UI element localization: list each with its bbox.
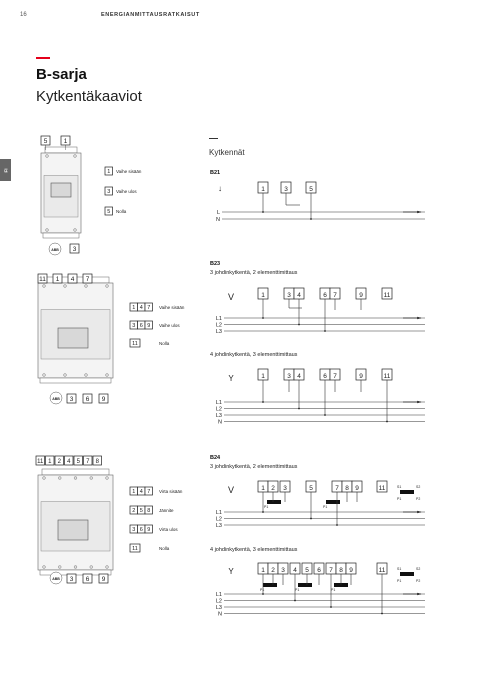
b24-b-ct-p2: P2	[416, 579, 421, 583]
b24-b-line-label-0: L1	[215, 592, 222, 598]
b24-b-term-5-text: 6	[317, 566, 321, 574]
b23-bottom-term-2-text: 9	[101, 395, 106, 403]
page-title: B-sarja	[36, 66, 87, 83]
b24-a-delta-icon: V	[227, 485, 235, 495]
b23-b-star-icon: Y	[228, 374, 234, 383]
b23-wiring-a-title: 3 johdinkytkentä, 2 elementtimittaus	[210, 270, 298, 276]
abb-logo-text: ABB	[51, 248, 59, 252]
page-subtitle: Kytkentäkaaviot	[36, 88, 142, 105]
b24-legend-term-1-2-text: 8	[147, 507, 151, 514]
junction-dot	[298, 324, 300, 326]
b24-a-ct-s2: S2	[416, 485, 421, 489]
b24-a-2-ct-p1: P1	[323, 505, 328, 509]
b24-a-2-ct-icon	[326, 500, 340, 504]
screw-icon	[43, 477, 46, 480]
b23-b-term-1-text: 3	[287, 372, 291, 380]
b24-legend-text-3: Nolla	[159, 546, 170, 551]
abb-logo-text: ABB	[52, 577, 60, 581]
junction-dot	[310, 218, 312, 220]
b24-top-term-0-text: 11	[37, 458, 44, 465]
b23-b-line-label-0: L1	[215, 400, 222, 406]
b24-bottom-term-2-text: 9	[101, 575, 106, 583]
b24-legend-term-3-0-text: 11	[132, 545, 138, 552]
b21-device	[41, 147, 81, 238]
b24-a-term-2-text: 3	[283, 484, 287, 492]
b23-legend-text-1: Vaihe ulos	[159, 323, 180, 328]
screw-icon	[43, 374, 46, 377]
screw-icon	[85, 374, 88, 377]
b23-b-line-label-3: N	[218, 419, 222, 426]
b23-wiring-b-title: 4 johdinkytkentä, 3 elementtimittaus	[210, 352, 298, 358]
b21-direction-icon: ↓	[218, 184, 222, 193]
b24-a-ct-s1: S1	[397, 485, 402, 489]
screw-icon	[85, 285, 88, 288]
b24-legend-term-0-0-text: 1	[132, 488, 136, 495]
b24-top-term-4-text: 5	[76, 458, 80, 465]
b23-a-line-label-2: L3	[215, 329, 222, 335]
b24-b-term-7-text: 8	[339, 566, 343, 574]
b21-legend-text-0: Vaihe sisään	[116, 169, 142, 174]
b24-legend-text-2: Virta ulos	[159, 527, 178, 532]
screw-icon	[106, 285, 109, 288]
b21-legend-text-1: Vaihe ulos	[116, 189, 137, 194]
b24-a-term-0-text: 1	[261, 484, 265, 492]
b24-b-3-ct-p1: P1	[331, 588, 336, 592]
screw-icon	[74, 566, 77, 569]
language-tab: FI	[0, 159, 11, 181]
b24-a-ct-legend-icon	[400, 490, 414, 494]
b23-legend-term-1-0-text: 3	[132, 322, 136, 329]
junction-dot	[294, 600, 296, 602]
b24-b-term-2-text: 3	[281, 566, 285, 574]
junction-dot	[298, 408, 300, 410]
b24-b-2-ct-icon	[298, 583, 312, 587]
device-terminal-block	[42, 469, 109, 475]
b24-a-term-3-text: 5	[309, 484, 313, 492]
junction-dot	[262, 211, 264, 213]
screw-icon	[64, 374, 67, 377]
device-terminal-block	[40, 378, 111, 383]
b21-legend-term-0-0-text: 1	[107, 168, 111, 175]
b24-a-ct-legend-p1: P1	[397, 497, 402, 501]
junction-dot	[324, 414, 326, 416]
screw-icon	[74, 155, 77, 158]
b21-legend-term-1-0-text: 3	[107, 188, 111, 195]
device-display	[58, 520, 88, 540]
b24-legend-term-0-2-text: 7	[147, 488, 151, 495]
screw-icon	[90, 566, 93, 569]
b24-a-term-4-text: 7	[335, 484, 339, 492]
screw-icon	[90, 477, 93, 480]
b24-legend-term-1-0-text: 2	[132, 507, 136, 514]
junction-dot	[262, 511, 264, 513]
screw-icon	[74, 229, 77, 232]
screw-icon	[43, 285, 46, 288]
b23-legend-term-2-0-text: 11	[132, 340, 138, 347]
junction-dot	[381, 613, 383, 615]
b24-a-ct-p2: P2	[416, 497, 421, 501]
b24-b-term-3-text: 4	[293, 566, 297, 574]
b24-legend-term-2-1-text: 6	[139, 526, 143, 533]
b23-b-line-label-2: L3	[215, 413, 222, 419]
b21-top-term-1-text: 1	[63, 137, 68, 145]
b24-legend-term-1-1-text: 5	[139, 507, 143, 514]
header-title: ENERGIANMITTAUSRATKAISUT	[101, 12, 200, 18]
b24-b-1-ct-icon	[263, 583, 277, 587]
junction-dot	[310, 518, 312, 520]
b23-legend-term-0-1-text: 4	[139, 304, 143, 311]
b23-legend-term-0-0-text: 1	[132, 304, 136, 311]
screw-icon	[58, 566, 61, 569]
b24-label: B24	[210, 455, 221, 461]
b24-top-term-6-text: 8	[95, 458, 99, 465]
b24-a-term-7-text: 11	[378, 484, 386, 492]
screw-icon	[106, 374, 109, 377]
b24-a-1-ct-icon	[267, 500, 281, 504]
b23-legend-text-0: Vaihe sisään	[159, 305, 185, 310]
b24-a-1-ct-p1: P1	[264, 505, 269, 509]
page-number: 16	[20, 12, 27, 18]
b24-b-term-9-text: 11	[378, 566, 386, 574]
b23-top-term-2-text: 4	[70, 275, 75, 283]
b23-b-term-3-text: 6	[323, 372, 327, 380]
b24-a-term-1-text: 2	[271, 484, 275, 492]
b23-device	[38, 277, 113, 383]
b24-b-term-8-text: 9	[349, 566, 353, 574]
b24-b-line-label-3: N	[218, 611, 222, 618]
b23-a-term-0-text: 1	[261, 291, 265, 299]
b23-top-term-3-text: 7	[85, 275, 90, 283]
b23-a-term-1-text: 3	[287, 291, 291, 299]
b24-b-ct-s1: S1	[397, 567, 402, 571]
b21-legend-term-2-0-text: 5	[107, 208, 111, 215]
b24-legend-term-0-1-text: 4	[139, 488, 143, 495]
b24-a-term-6-text: 9	[355, 484, 359, 492]
b24-b-ct-s2: S2	[416, 567, 421, 571]
b21-legend-text-2: Nolla	[116, 209, 127, 214]
b24-bottom-term-1-text: 6	[85, 575, 90, 583]
b23-a-term-3-text: 6	[323, 291, 327, 299]
b24-legend-text-1: Jännite	[159, 508, 174, 513]
b21-term-0-text: 1	[261, 185, 265, 193]
screw-icon	[106, 477, 109, 480]
b24-top-term-1-text: 1	[48, 458, 52, 465]
screw-icon	[64, 285, 67, 288]
b21-line-label-0: L	[216, 210, 220, 216]
screw-icon	[46, 229, 49, 232]
junction-dot	[330, 606, 332, 608]
b24-wiring-b-title: 4 johdinkytkentä, 3 elementtimittaus	[210, 547, 298, 553]
junction-dot	[262, 593, 264, 595]
b23-a-term-2-text: 4	[297, 291, 301, 299]
b23-a-term-5-text: 9	[359, 291, 363, 299]
b23-a-term-6-text: 11	[383, 291, 391, 299]
b23-b-term-0-text: 1	[261, 372, 265, 380]
screw-icon	[74, 477, 77, 480]
b24-top-term-2-text: 2	[57, 458, 61, 465]
b23-legend-term-1-2-text: 9	[147, 322, 151, 329]
b24-wiring-a-title: 3 johdinkytkentä, 2 elementtimittaus	[210, 464, 298, 470]
b24-a-line-label-2: L3	[215, 523, 222, 529]
b21-bottom-term-0-text: 3	[72, 245, 77, 253]
b23-a-line-label-0: L1	[215, 316, 222, 322]
b21-term-2-text: 5	[309, 185, 313, 193]
b24-a-line-label-0: L1	[215, 510, 222, 516]
b24-b-star-icon: Y	[228, 567, 234, 576]
b23-top-term-0-text: 11	[39, 275, 46, 283]
b23-a-delta-icon: V	[227, 292, 235, 302]
b24-b-2-ct-p1: P1	[295, 588, 300, 592]
junction-dot	[262, 401, 264, 403]
b24-b-term-0-text: 1	[261, 566, 265, 574]
b23-bottom-term-0-text: 3	[69, 395, 74, 403]
b24-legend-term-2-0-text: 3	[132, 526, 136, 533]
screw-icon	[46, 155, 49, 158]
junction-dot	[386, 421, 388, 423]
b23-bottom-term-1-text: 6	[85, 395, 90, 403]
b23-legend-text-2: Nolla	[159, 341, 170, 346]
b21-line-label-1: N	[216, 217, 220, 223]
screw-icon	[43, 566, 46, 569]
b23-b-term-4-text: 7	[333, 372, 337, 380]
b23-legend-term-0-2-text: 7	[147, 304, 151, 311]
b24-b-line-label-2: L3	[215, 605, 222, 611]
junction-dot	[262, 317, 264, 319]
b24-top-term-3-text: 4	[67, 458, 71, 465]
b24-b-term-6-text: 7	[329, 566, 333, 574]
b23-label: B23	[210, 261, 221, 267]
b23-legend-term-1-1-text: 6	[139, 322, 143, 329]
b23-a-term-4-text: 7	[333, 291, 337, 299]
b24-legend-term-2-2-text: 9	[147, 526, 151, 533]
junction-dot	[324, 330, 326, 332]
b24-a-term-5-text: 8	[345, 484, 349, 492]
b24-b-ct-legend-p1: P1	[397, 579, 402, 583]
b21-label: B21	[210, 170, 221, 176]
b24-a-line-label-1: L2	[215, 516, 222, 523]
b21-term-1-text: 3	[284, 185, 288, 193]
connections-title: Kytkennät	[209, 148, 245, 157]
b24-b-term-1-text: 2	[271, 566, 275, 574]
b23-b-term-5-text: 9	[359, 372, 363, 380]
b24-legend-text-0: Virta sisään	[159, 489, 183, 494]
b23-top-term-1-text: 1	[55, 275, 60, 283]
screw-icon	[58, 477, 61, 480]
b24-b-1-ct-p1: P1	[260, 588, 265, 592]
abb-logo-text: ABB	[52, 397, 60, 401]
b23-b-term-2-text: 4	[297, 372, 301, 380]
b23-a-line-label-1: L2	[215, 322, 222, 329]
device-terminal-block	[43, 233, 79, 238]
b23-b-term-6-text: 11	[383, 372, 391, 380]
b24-b-line-label-1: L2	[215, 598, 222, 605]
screw-icon	[106, 566, 109, 569]
b24-b-term-4-text: 5	[305, 566, 309, 574]
b23-b-line-label-1: L2	[215, 406, 222, 413]
b24-bottom-term-0-text: 3	[69, 575, 74, 583]
b24-device	[38, 469, 113, 575]
device-display	[58, 328, 88, 348]
b24-b-ct-legend-icon	[400, 572, 414, 576]
b24-top-term-5-text: 7	[86, 458, 90, 465]
b21-top-term-0-text: 5	[43, 137, 48, 145]
device-terminal-block	[45, 147, 77, 153]
junction-dot	[336, 524, 338, 526]
device-display	[51, 183, 71, 197]
